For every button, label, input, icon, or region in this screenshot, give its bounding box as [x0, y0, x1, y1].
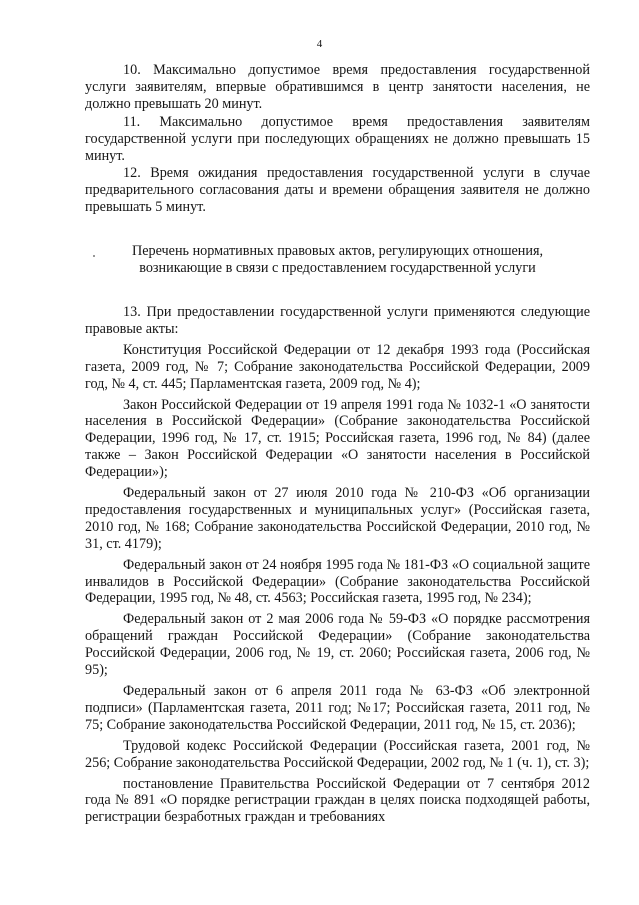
act-63-fz: Федеральный закон от 6 апреля 2011 года № 63-ФЗ «Об электронной подписи» (Парламентская газета, 2011 год; №17; Российская газета, 2011 год, № 75; Собрание законодательства Российской Федерации, 2011 год, № 15, ст. 2036);	[85, 683, 590, 733]
paragraph-13: 13. При предоставлении государственной услуги применяются следующие правовые акты:	[85, 303, 590, 337]
section-heading-line-2: возникающие в связи с предоставлением государственной услуги	[139, 260, 536, 277]
paragraph-11: 11. Максимально допустимое время предоставления заявителям государственной услуги при последующих обращениях не должно превышать 15 минут.	[85, 113, 590, 164]
section-heading-line-1: Перечень нормативных правовых актов, регулирующих отношения,	[131, 243, 544, 260]
paragraph-10: 10. Максимально допустимое время предоставления государственной услуги заявителям, впервые обратившимся в центр занятости населения, не должно превышать 20 минут.	[85, 62, 590, 112]
act-181-fz: Федеральный закон от 24 ноября 1995 года № 181-ФЗ «О социальной защите инвалидов в Российской Федерации» (Собрание законодательства Российской Федерации, 1995 год, № 48, ст. 4563; Российская газета, 1995 год, № 234);	[85, 556, 590, 607]
act-210-fz: Федеральный закон от 27 июля 2010 года № 210-ФЗ «Об организации предоставления государственных и муниципальных услуг» (Российская газета, 2010 год, № 168; Собрание законодательства Российской Федерации, 2010 год, № 31, ст. 4179);	[85, 485, 590, 552]
scan-speck	[93, 255, 95, 257]
act-employment-law: Закон Российской Федерации от 19 апреля 1991 года № 1032-1 «О занятости населения в Российской Федерации» (Собрание законодательства Российской Федерации, 1996 год, № 17, ст. 1915; Российская газета, 1996 год, № 84) (далее также – Закон Российской Федерации «О занятости населения в Российской Федерации»);	[85, 396, 590, 481]
act-labor-code: Трудовой кодекс Российской Федерации (Российская газета, 2001 год, № 256; Собрание законодательства Российской Федерации, 2002 год, № 1 (ч. 1), ст. 3);	[85, 737, 590, 771]
act-59-fz: Федеральный закон от 2 мая 2006 года № 59-ФЗ «О порядке рассмотрения обращений граждан Российской Федерации» (Собрание законодательства Российской Федерации, 2006 год, № 19, ст. 2060; Российская газета, 2006 год, № 95);	[85, 611, 590, 679]
paragraph-12: 12. Время ожидания предоставления государственной услуги в случае предварительного согласования даты и времени обращения заявителя не должно превышать 5 минут.	[85, 165, 590, 216]
section-heading	[85, 243, 590, 277]
document-body	[85, 62, 590, 830]
page-number: 4	[316, 38, 323, 50]
act-resolution-891: постановление Правительства Российской Федерации от 7 сентября 2012 года № 891 «О порядке регистрации граждан в целях поиска подходящей работы, регистрации безработных граждан и требованиях	[85, 775, 590, 826]
act-constitution: Конституция Российской Федерации от 12 декабря 1993 года (Российская газета, 2009 год, № 7; Собрание законодательства Российской Федерации, 2009 год, № 4, ст. 445; Парламентская газета, 2009 год, № 4);	[85, 341, 590, 392]
